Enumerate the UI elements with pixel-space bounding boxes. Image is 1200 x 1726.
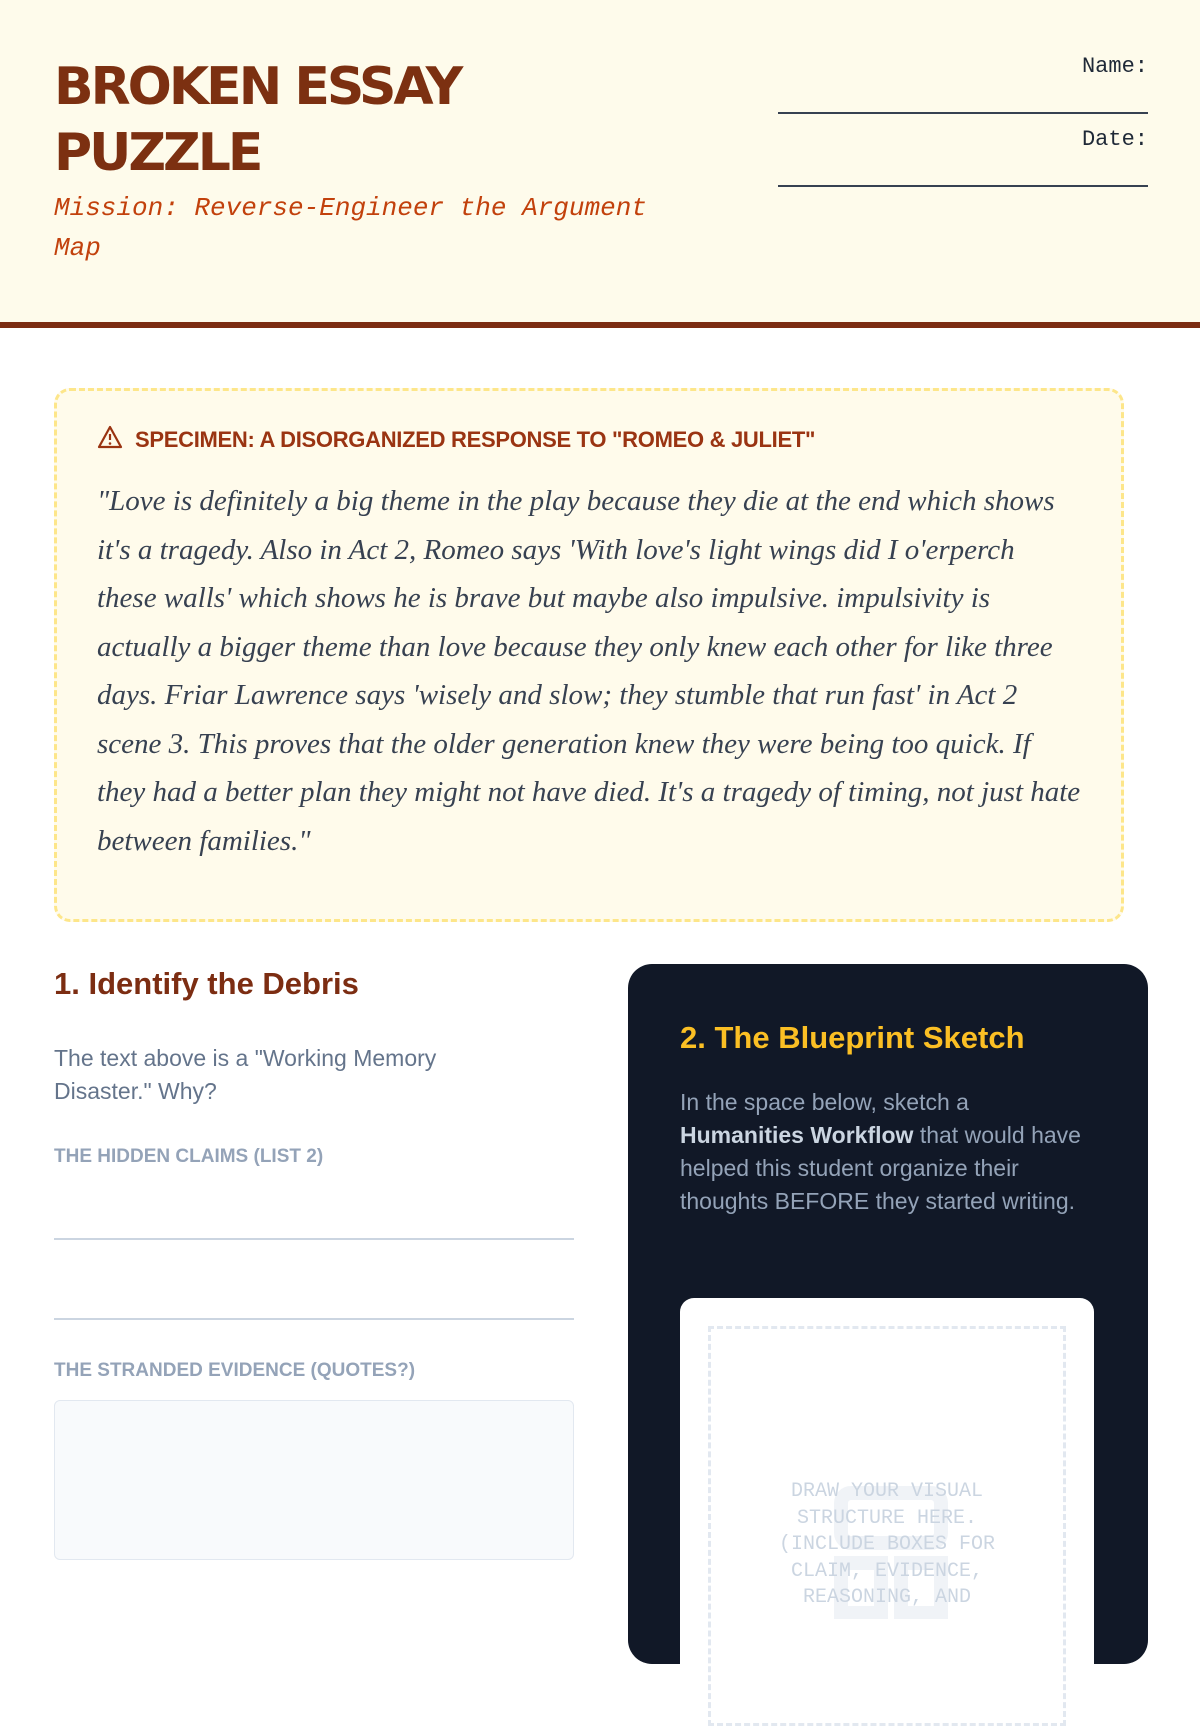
claim-line-2[interactable] (54, 1240, 574, 1320)
evidence-label: THE STRANDED EVIDENCE (QUOTES?) (54, 1360, 416, 1381)
section1-prompt: The text above is a "Working Memory Disaster." Why? (54, 1045, 437, 1104)
specimen-text: "Love is definitely a big theme in the play because they die at the end which shows it's a tragedy. Also in Act 2, Romeo says 'With love's light wings did I o'erperch these walls' which shows he is brave but maybe also impulsive. impulsivity is actually a bigger theme than love because they only knew each other for like three days. Friar Lawrence says 'wisely and slow; they stumble that run fast' in Act 2 scene 3. This proves that the older generation knew they were being too quick. If they had a better plan they might not have died. It's a tragedy of timing, not just hate between families." (97, 485, 1081, 857)
sketch-dashed-frame[interactable] (708, 1326, 1066, 1726)
date-field[interactable] (778, 127, 1148, 187)
prompt-bold: Humanities Workflow (680, 1122, 914, 1148)
prompt-text: In the space below, sketch a (680, 1089, 969, 1115)
mission-subtitle: Mission: Reverse-Engineer the Argument Map (54, 193, 647, 263)
prompt-text-end: that would have helped this student organize their thoughts BEFORE they started writing. (680, 1122, 1081, 1214)
name-label: Name: (1081, 54, 1148, 79)
claims-label: THE HIDDEN CLAIMS (LIST 2) (54, 1146, 324, 1167)
section-identify-debris (54, 966, 574, 1560)
sketch-area[interactable] (680, 1298, 1094, 1698)
warning-icon (97, 425, 123, 455)
section2-heading: 2. The Blueprint Sketch (680, 1020, 1025, 1055)
date-label: Date: (1081, 127, 1148, 152)
specimen-box (54, 388, 1124, 922)
sketch-placeholder: DRAW YOUR VISUAL STRUCTURE HERE. (INCLUDE BOXES FOR CLAIM, EVIDENCE, REASONING, AND (778, 1480, 996, 1609)
specimen-heading: SPECIMEN: A DISORGANIZED RESPONSE TO "ROMEO & JULIET" (135, 427, 816, 452)
section2-prompt (680, 1086, 1096, 1218)
claim-line-1[interactable] (54, 1168, 574, 1240)
section-blueprint-sketch (628, 964, 1148, 1664)
name-field[interactable] (778, 54, 1148, 114)
page-title: BROKEN ESSAY PUZZLE (54, 57, 461, 183)
section1-heading: 1. Identify the Debris (54, 966, 359, 1001)
header (0, 0, 1200, 328)
evidence-textarea[interactable] (54, 1400, 574, 1560)
